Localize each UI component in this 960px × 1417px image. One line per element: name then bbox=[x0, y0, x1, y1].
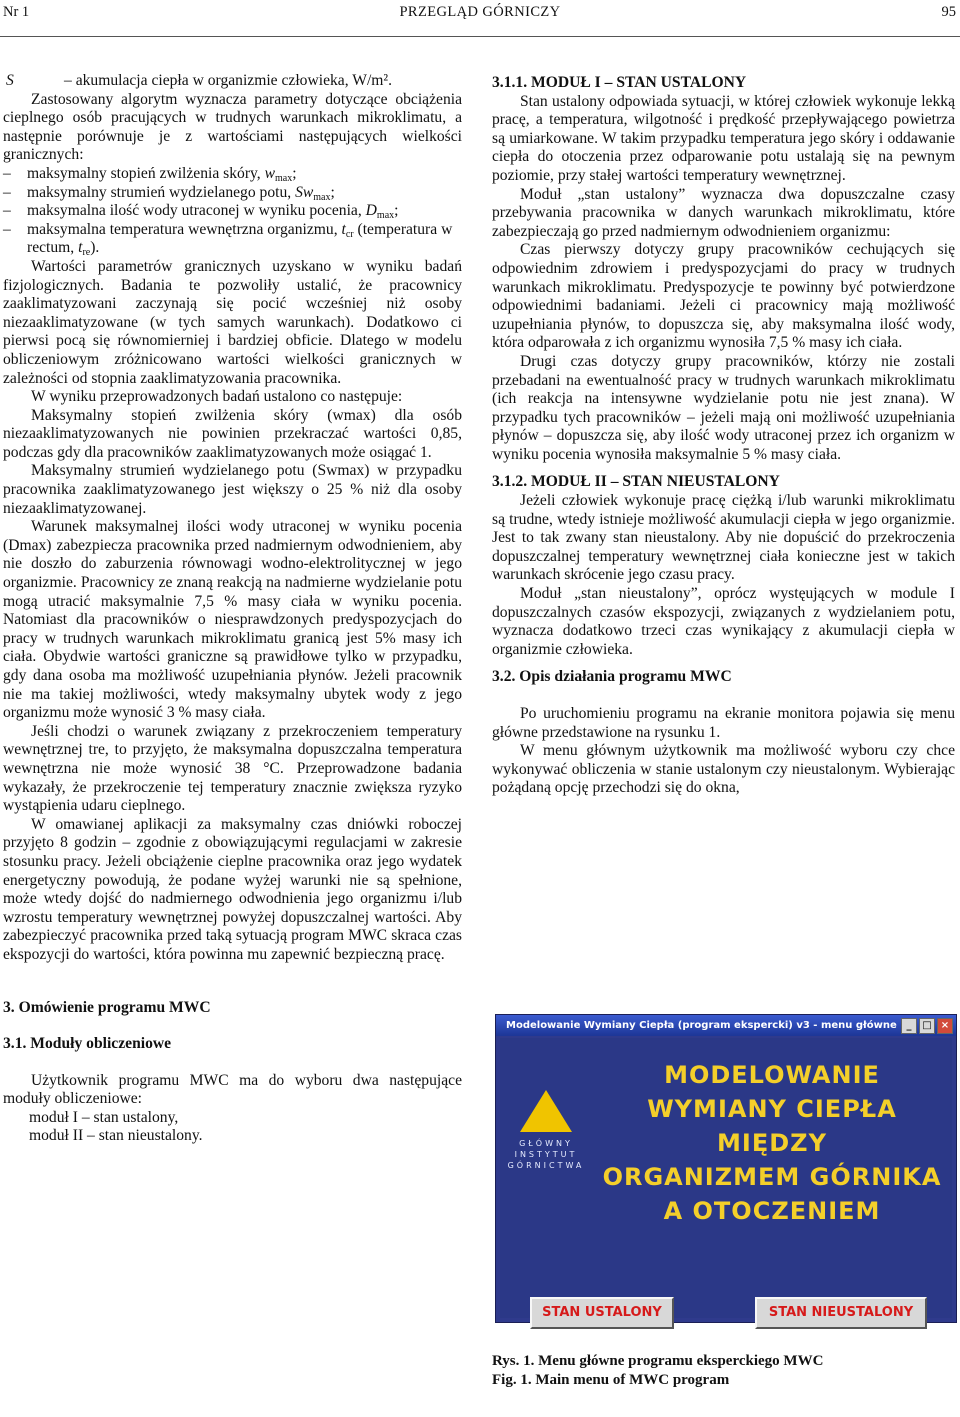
title-line: MIĘDZY bbox=[717, 1129, 827, 1157]
page-number: 95 bbox=[941, 4, 956, 20]
subsection-heading: 3.1. Moduły obliczeniowe bbox=[3, 1035, 172, 1053]
paragraph: Jeżeli człowiek wykonuje pracę ciężką i/lub warunki mikroklimatu są trudne, wtedy istnieje możliwość akumulacji ciepła w jego organizmie. Jest to tak zwany stan nieustalony. Aby nie dopuścić do przekroczenia dopuszczalnej temperatury wewnętrznej ciała konieczne jest w takich warunkach skrócenie jego czasu pracy. bbox=[492, 492, 955, 584]
maximize-icon[interactable]: □ bbox=[919, 1018, 935, 1034]
paragraph: Jeśli chodzi o warunek związany z przekroczeniem temperatury wewnętrznej tre, to przyjęto, że maksymalna dopuszczalna temperatura wewnętrzna nie może wynosić 38 °C. Przeprowadzone badania wykazały, że przekroczenie tej temperatury znacznie zwiększa ryzyko wystąpienia udaru cieplnego. bbox=[3, 722, 462, 815]
program-title bbox=[602, 1058, 942, 1228]
symbol-definition bbox=[3, 72, 462, 91]
title-line: A OTOCZENIEM bbox=[663, 1197, 881, 1225]
paragraph: Zastosowany algorytm wyznacza parametry dotyczące obciążenia cieplnego osób pracujących w trudnych warunkach mikroklimatu, a następnie porównuje je z wartościami następujących wielkości granicznych: bbox=[3, 90, 462, 164]
list-item: – maksymalny strumień wydzielanego potu, $Sw_{max}$; bbox=[3, 184, 462, 203]
figure-screenshot bbox=[495, 1014, 957, 1323]
paragraph: Czas pierwszy dotyczy grupy pracowników cechujących się odpowiednim zdrowiem i predyspozycjami do pracy w trudnych warunkach mikroklimatu. Predyspozycje te powinny być potwierdzone odpowiednimi badaniami. Jeżeli ci pracownicy mają możliwość uzupełniania płynów, to dopuszcza się, aby maksymalna ilość wody, która odparowała z ich organizmu wynosiła 7,5 % masy ich ciała. bbox=[492, 241, 955, 352]
logo-text: GŁÓWNY INSTYTUT GÓRNICTWA bbox=[507, 1139, 585, 1170]
list-item: – maksymalna ilość wody utraconej w wyniku pocenia, $D_{max}$; bbox=[3, 202, 462, 221]
paragraph: Moduł „stan nieustalony”, oprócz wystęujących w module I dopuszczalnych czasów ekspozycji, związanych z wydzielaniem potu, wyznacza dodatkowo trzeci czas wynikający z akumulacji ciepła w organizmie człowieka. bbox=[492, 585, 955, 658]
list-item: – maksymalny stopień zwilżenia skóry, $w_{max}$; bbox=[3, 165, 462, 184]
section-heading: 3. Omówienie programu MWC bbox=[3, 998, 211, 1016]
paragraph: W menu głównym użytkownik ma możliwość wyboru czy chce wykonywać obliczenia w stanie ustalonym czy nieustalonym. Wybierając pożądaną opcję przechodzi się do okna, bbox=[492, 742, 955, 797]
issue-number: Nr 1 bbox=[3, 4, 30, 20]
paragraph: Moduł „stan ustalony” wyznacza dwa dopuszczalne czasy przebywania pracownika w danych warunkach mikroklimatu, które zabezpieczają go przed nadmiernym odwodnieniem organizmu: bbox=[492, 185, 955, 240]
journal-title: PRZEGLĄD GÓRNICZY bbox=[399, 4, 561, 20]
window-titlebar bbox=[496, 1015, 956, 1036]
paragraph: Maksymalny strumień wydzielanego potu (Swmax) w przypadku pracownika zaaklimatyzowanego jest większy o 25 % niż dla osoby niezaaklimatyzowanej. bbox=[3, 462, 462, 517]
list-item: – maksymalna temperatura wewnętrzna organizmu, $t_{cr}$ (temperatura w rectum, $t_{re}$). bbox=[3, 221, 462, 258]
paragraph: Maksymalny stopień zwilżenia skóry (wmax) dla osób niezaaklimatyzowanych nie powinien przekraczać wartości 0,85, podczas gdy dla pracowników zaaklimatyzowanych może osiągać 1. bbox=[3, 406, 462, 461]
module-item: moduł I – stan ustalony, bbox=[29, 1108, 179, 1126]
symbol-def: – akumulacja ciepła w organizmie człowieka, W/m². bbox=[64, 72, 392, 89]
steady-state-button[interactable]: STAN USTALONY bbox=[530, 1297, 674, 1329]
title-line: WYMIANY CIEPŁA bbox=[647, 1095, 897, 1123]
institute-logo bbox=[506, 1090, 592, 1210]
paragraph: Drugi czas dotyczy grupy pracowników, którzy nie zostali przebadani na ewentualność pracy w trudnych warunkach mikroklimatu (ich reakcja na intensywne wydzielanie potu nie jest znana). W przypadku tych pracowników – jeżeli mają oni możliwość uzupełniania płynów – dopuszcza się, aby ilość wody utraconej przez ich organizm w wyniku pocenia wynosiła maksymalnie 5 % masy ciała. bbox=[492, 352, 955, 463]
caption-en: Fig. 1. Main menu of MWC program bbox=[492, 1372, 730, 1388]
module-item: moduł II – stan nieustalony. bbox=[29, 1127, 203, 1145]
subsection-heading: 3.1.1. MODUŁ I – STAN USTALONY bbox=[492, 74, 747, 91]
paragraph: Wartości parametrów granicznych uzyskano w wyniku badań fizjologicznych. Badania te pozwoliły ustalić, że pracownicy zaaklimatyzowani zaczynają się pocić wcześniej niż osoby niezaaklimatyzowane (w tych samych warunkach). Dodatkowo ci pierwsi pocą się równomierniej i bardziej obficie. Dlatego w modelu obliczeniowym zróżnicowano wartości wielkości granicznych w zależności od stopnia zaaklimatyzowania pracownika. bbox=[3, 257, 462, 387]
running-header bbox=[0, 3, 960, 23]
caption-pl: Rys. 1. Menu główne programu eksperckiego MWC bbox=[492, 1353, 824, 1369]
close-icon[interactable]: × bbox=[937, 1018, 953, 1034]
paragraph: Użytkownik programu MWC ma do wyboru dwa następujące moduły obliczeniowe: bbox=[3, 1071, 462, 1108]
minimize-icon[interactable]: _ bbox=[901, 1018, 917, 1034]
title-line: ORGANIZMEM GÓRNIKA bbox=[602, 1163, 942, 1191]
header-rule bbox=[0, 36, 960, 37]
logo-icon bbox=[520, 1090, 572, 1132]
menu-panel bbox=[500, 1038, 952, 1318]
subsection-heading: 3.1.2. MODUŁ II – STAN NIEUSTALONY bbox=[492, 473, 780, 491]
left-column bbox=[3, 72, 462, 1146]
unsteady-state-button[interactable]: STAN NIEUSTALONY bbox=[755, 1297, 927, 1329]
app-window bbox=[495, 1014, 957, 1323]
right-column bbox=[492, 74, 955, 798]
section-heading: 3.2. Opis działania programu MWC bbox=[492, 668, 732, 686]
paragraph: Warunek maksymalnej ilości wody utraconej w wyniku pocenia (Dmax) zabezpiecza pracownika przed nadmiernym odwodnieniem, aby nie doszło do zaburzenia równowagi wodno-elektrolitycznej w jego organizmie. Pracownicy ze znaną reakcją na nadmierne wydzielanie potu mogą utracić maksymalnie 7,5 % masy ciała w wyniku pocenia. Natomiast dla pracowników o niesprawdzonych predyspozycjach do pracy w trudnych warunkach mikroklimatu granicą jest 5% masy ich ciała. Obydwie wartości graniczne są prawidłowe tylko w przypadku, gdy dana osoba ma możliwość uzupełniania płynów. Jeżeli pracownik nie ma takiej możliwości, wtedy maksymalny ubytek wody z jego organizmu może wynosić 3 % masy ciała. bbox=[3, 518, 462, 722]
paragraph: Stan ustalony odpowiada sytuacji, w której człowiek wykonuje lekką pracę, a temperatura, wilgotność i prędkość przepływającego powietrza są umiarkowane. W takim przypadku temperatura jego skóry i oddawanie ciepła do otoczenia przez odparowanie potu ustalają się na pewnym poziomie, przy stałej wartości temperatury wewnętrznej. bbox=[492, 92, 955, 184]
paragraph: Po uruchomieniu programu na ekranie monitora pojawia się menu główne przedstawione na rysunku 1. bbox=[492, 705, 955, 741]
paragraph: W omawianej aplikacji za maksymalny czas dniówki roboczej przyjęto 8 godzin – zgodnie z obowiązującymi regulacjami w zakresie stosunku pracy. Jeżeli obciążenie cieplne pracownika oraz jego wydatek energetyczny powodują, że podane wyżej warunki nie są spełnione, może wtedy dojść do nadmiernego odwodnienia jego organizmu i/lub wzrostu temperatury wewnętrznej powyżej dopuszczalnej wartości. Aby zabezpieczyć pracownika przed taką sytuacją program MWC skraca czas ekspozycji do wartości, która powinna mu zapewnić bezpieczną pracę. bbox=[3, 815, 462, 963]
figure-caption bbox=[492, 1352, 958, 1390]
window-title: Modelowanie Wymiany Ciepła (program ekspercki) v3 - menu główne bbox=[506, 1020, 897, 1031]
paragraph: W wyniku przeprowadzonych badań ustalono co następuje: bbox=[31, 388, 403, 406]
title-line: MODELOWANIE bbox=[664, 1061, 880, 1089]
window-controls bbox=[901, 1018, 953, 1034]
symbol: S bbox=[6, 72, 14, 89]
